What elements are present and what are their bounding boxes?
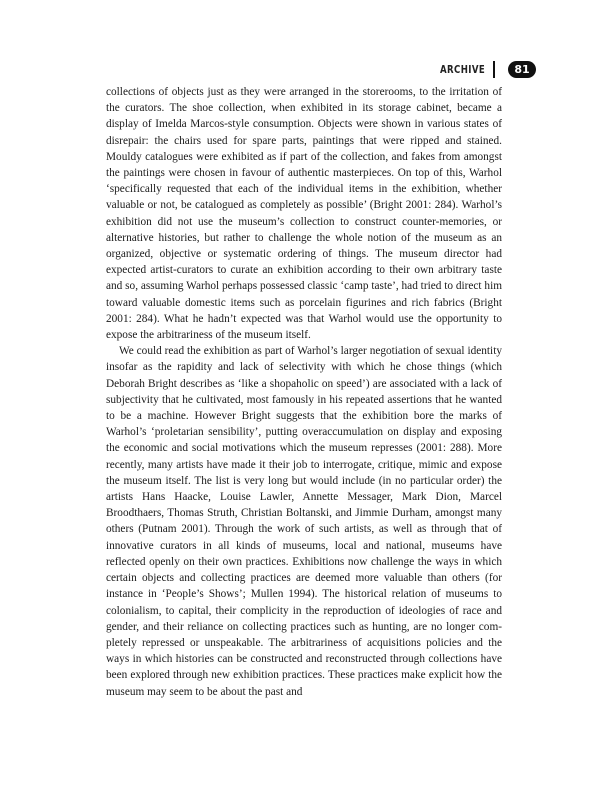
header-divider <box>493 61 495 78</box>
paragraph-2: We could read the exhibition as part of Warhol’s larger negotiation of sexual identity insofar as the rapidity and lack of selectivity with which he chose things (which Deborah Bright describes as ‘like a shopaholic on speed’) are associated with a lack of subjectivity that he cultivated, most famously in his repeated assertions that he wanted to be a machine. However Bright suggests that the exhibition bore the marks of Warhol’s ‘proletarian sensibility’, putting overaccumulation on display and exposing the economic and social motivations which the museum represses (2001: 288). More recently, many artists have made it their job to interrogate, critique, mimic and expose the museum itself. The list is very long but would include (in no particular order) the artists Hans Haacke, Louise Lawler, Annette Messager, Mark Dion, Marcel Broodthaers, Thomas Struth, Christian Boltanski, and Jimmie Durham, amongst many others (Putnam 2001). Through the work of such artists, as well as through that of innovative curators in all kinds of museums, local and national, museums have reflected openly on their own practices. Exhibitions now challenge the ways in which certain objects and collecting practices are deemed more valuable than others (for instance in ‘People’s Shows’; Mullen 1994). The historical relation of museums to colonialism, to capital, their complicity in the reproduction of ideologies of race and gender, and their reliance on collecting practices such as hunting, are no longer completely repressed or unspeakable. The arbitrariness of acquisitions policies and the ways in which histories can be constructed and reconstructed through collections have been explored through new exhibition practices. These practices make explicit how the museum may seem to be about the past and <box>106 345 502 698</box>
body-text <box>106 84 502 700</box>
section-title: ARCHIVE <box>440 62 486 76</box>
page-number-badge: 81 <box>508 61 536 78</box>
running-head <box>440 57 536 81</box>
paragraph-1: collections of objects just as they were arranged in the storerooms, to the irritation of the curators. The shoe collection, when exhibited in its storage cabinet, became a display of Imelda Marcos-style consumption. Objects were shown in various states of disrepair: the chairs used for spare parts, paintings that were ripped and stained. Mouldy catalogues were exhibited as if part of the collection, and fakes from amongst the paintings were chosen in favour of authentic masterpieces. On top of this, Warhol ‘specifically requested that each of the individual items in the exhibition, whether valuable or not, be catalogued as completely as possible’ (Bright 2001: 284). Warhol’s exhibition did not use the museum’s collection to construct counter-memories, or alternative histories, but rather to challenge the whole notion of the museum as an organized, objective or systematic ordering of things. The museum director had expected artist-curators to curate an exhibition according to their own arbitrary taste and so, assuming Warhol perhaps possessed classic ‘camp taste’, had tried to direct him toward valuable domestic items such as porcelain figurines and rich fabrics (Bright 2001: 284). What he hadn’t expected was that Warhol would use the opportunity to expose the arbitrariness of the museum itself. <box>106 86 502 342</box>
